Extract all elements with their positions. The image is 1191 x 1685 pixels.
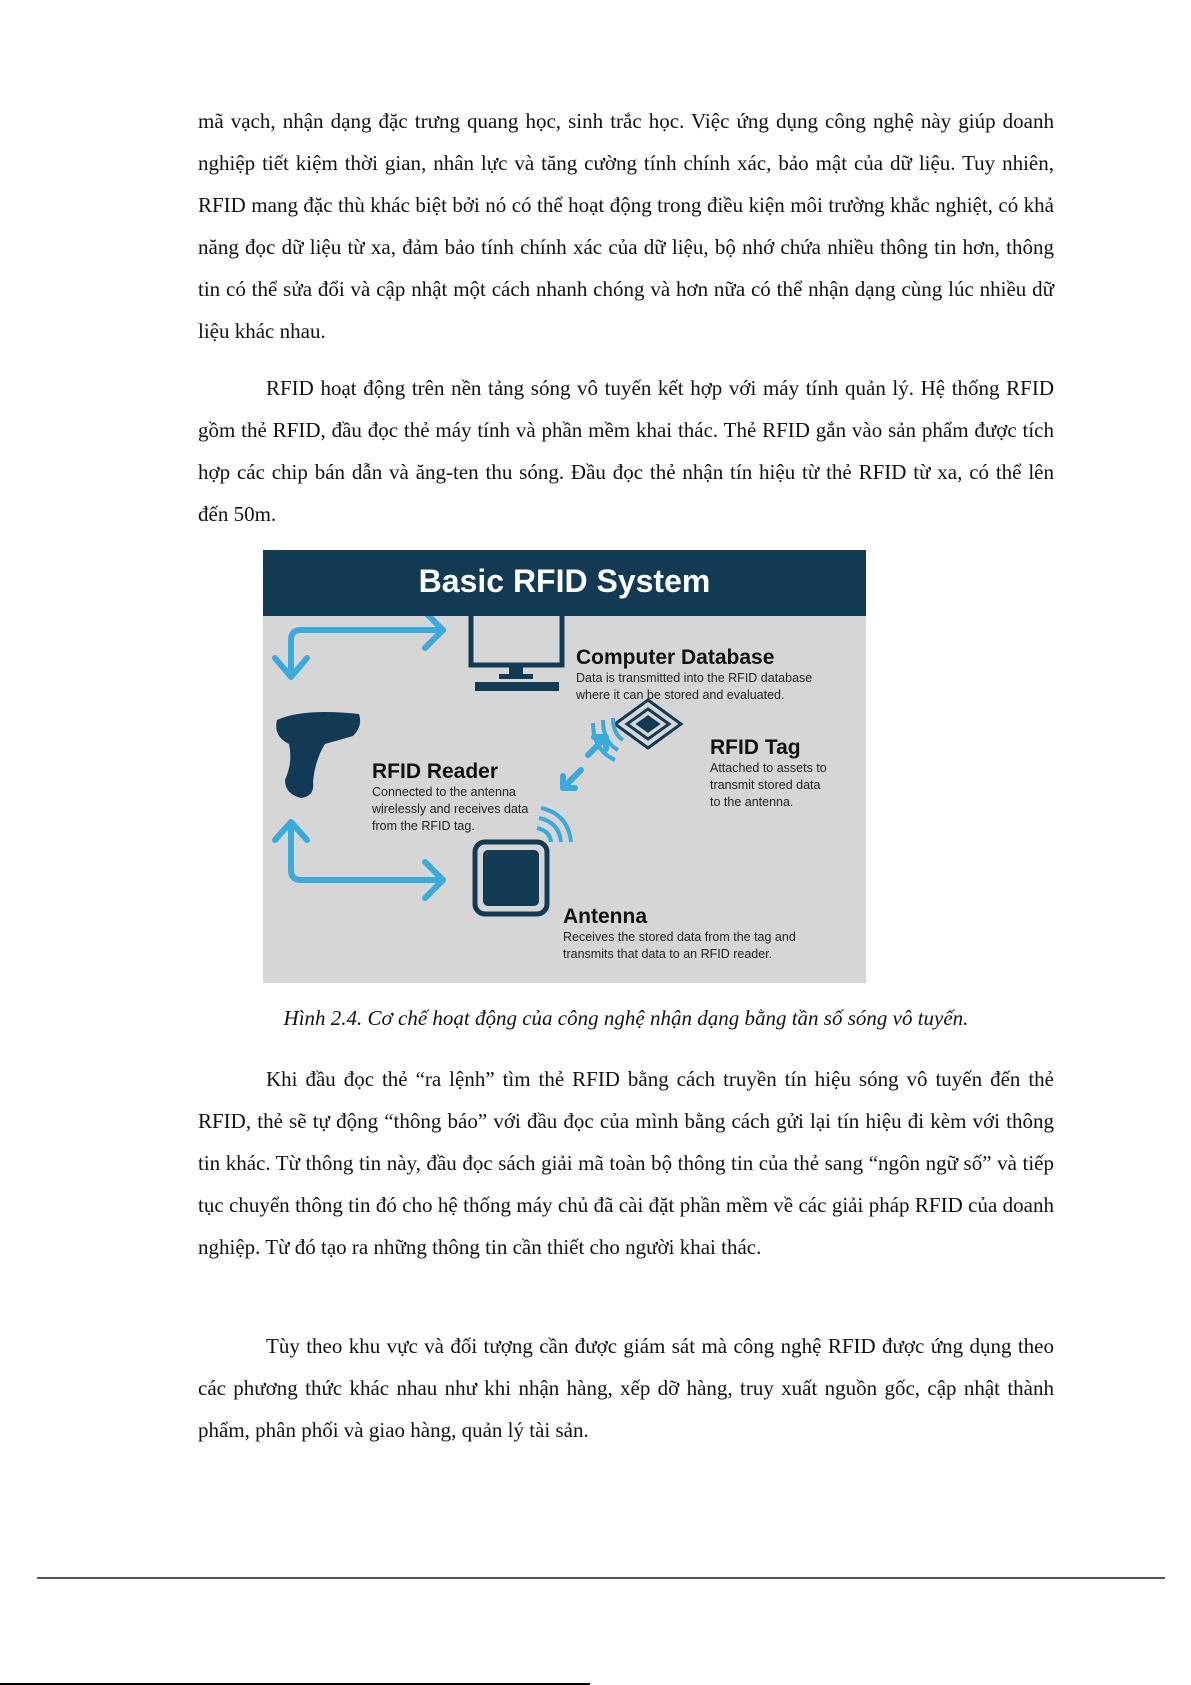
antenna-icon: [475, 842, 547, 914]
antenna-desc: transmits that data to an RFID reader.: [563, 947, 773, 961]
reader-desc: Connected to the antenna: [372, 785, 516, 799]
arrow-to-computer: [291, 630, 443, 672]
antenna-desc: Receives the stored data from the tag and: [563, 930, 796, 944]
computer-desc: where it can be stored and evaluated.: [576, 688, 785, 702]
paragraph-3: [198, 1058, 1054, 1268]
tag-desc: transmit stored data: [710, 778, 821, 792]
paragraph-text: Tùy theo khu vực và đối tượng cần được giám sát mà công nghệ RFID được ứng dụng theo các phương thức khác nhau như khi nhận hàng, xếp dỡ hàng, truy xuất nguồn gốc, cập nhật thành phẩm, phân phối và giao hàng, quản lý tài sản.: [198, 1334, 1054, 1442]
rfid-tag-label: [710, 736, 827, 811]
paragraph-4: [198, 1325, 1054, 1451]
tag-desc: Attached to assets to: [710, 761, 827, 775]
figure-title: Basic RFID System: [263, 550, 866, 616]
tag-desc: to the antenna.: [710, 795, 794, 809]
tag-signal-waves: [593, 718, 623, 760]
flow-arrows: [275, 612, 606, 898]
antenna-title: Antenna: [563, 905, 647, 928]
rfid-tag-icon: [615, 700, 681, 748]
rfid-reader-icon: [276, 712, 360, 798]
paragraph-2: [198, 367, 1054, 535]
paragraph-text: Khi đầu đọc thẻ “ra lệnh” tìm thẻ RFID bằng cách truyền tín hiệu sóng vô tuyến đến thẻ RFID, thẻ sẽ tự động “thông báo” với đầu đọc của mình bằng cách gửi lại tín hiệu đi kèm với thông tin khác. Từ thông tin này, đầu đọc sách giải mã toàn bộ thông tin của thẻ sang “ngôn ngữ số” và tiếp tục chuyển thông tin đó cho hệ thống máy chủ đã cài đặt phần mềm về các giải pháp RFID của doanh nghiệp. Từ đó tạo ra những thông tin cần thiết cho người khai thác.: [198, 1067, 1054, 1259]
paragraph-text: mã vạch, nhận dạng đặc trưng quang học, sinh trắc học. Việc ứng dụng công nghệ này giúp doanh nghiệp tiết kiệm thời gian, nhân lực và tăng cường tính chính xác, bảo mật của dữ liệu. Tuy nhiên, RFID mang đặc thù khác biệt bởi nó có thể hoạt động trong điều kiện môi trường khắc nghiệt, có khả năng đọc dữ liệu từ xa, đảm bảo tính chính xác của dữ liệu, bộ nhớ chứa nhiều thông tin hơn, thông tin có thể sửa đổi và cập nhật một cách nhanh chóng và hơn nữa có thể nhận dạng cùng lúc nhiều dữ liệu khác nhau.: [198, 109, 1054, 343]
paragraph-text: RFID hoạt động trên nền tảng sóng vô tuyến kết hợp với máy tính quản lý. Hệ thống RFID gồm thẻ RFID, đầu đọc thẻ máy tính và phần mềm khai thác. Thẻ RFID gắn vào sản phẩm được tích hợp các chip bán dẫn và ăng-ten thu sóng. Đầu đọc thẻ nhận tín hiệu từ thẻ RFID từ xa, có thể lên đến 50m.: [198, 376, 1054, 526]
rfid-reader-label: [372, 760, 528, 835]
computer-database-label: [576, 646, 812, 704]
figure-caption: Hình 2.4. Cơ chế hoạt động của công nghệ nhận dạng bằng tần số sóng vô tuyến.: [283, 1006, 969, 1030]
arrow-antenna-to-tag: [563, 770, 581, 788]
footer-divider: [37, 1577, 1165, 1579]
tag-title: RFID Tag: [710, 736, 801, 759]
computer-icon: [471, 605, 562, 691]
reader-desc: wirelessly and receives data: [372, 802, 529, 816]
antenna-signal-waves: [537, 808, 571, 842]
paragraph-1: [198, 100, 1054, 352]
antenna-label: [563, 905, 796, 963]
computer-desc: Data is transmitted into the RFID database: [576, 671, 813, 685]
reader-title: RFID Reader: [372, 760, 499, 783]
reader-desc: from the RFID tag.: [372, 819, 475, 833]
rfid-system-figure: [263, 550, 866, 983]
computer-title: Computer Database: [576, 646, 775, 669]
